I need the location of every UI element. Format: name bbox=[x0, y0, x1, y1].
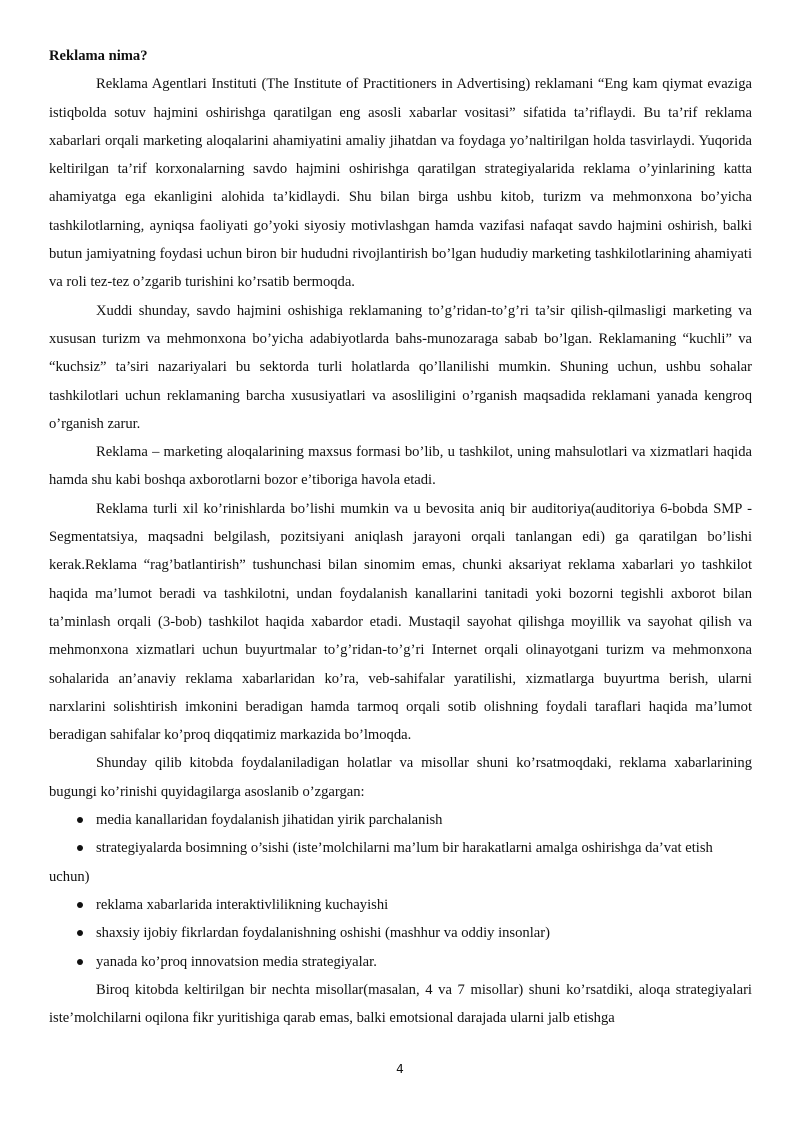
list-item-text: media kanallaridan foydalanish jihatidan yirik parchalanish bbox=[96, 812, 443, 829]
list-item bbox=[49, 891, 752, 919]
bullet-dot-icon bbox=[77, 959, 83, 965]
bullet-dot-icon bbox=[77, 817, 83, 823]
section-heading: Reklama nima? bbox=[49, 48, 148, 64]
bullet-list bbox=[49, 806, 752, 976]
list-item bbox=[49, 948, 752, 976]
paragraph-2: Xuddi shunday, savdo hajmini oshishiga reklamaning to’g’ridan-to’g’ri ta’sir qilish-qilmasligi marketing va xususan turizm va mehmonxona bo’yicha adabiyotlarda bahs-munozaraga sabab bo’lgan. Reklamaning “kuchli” va “kuchsiz” ta’siri nazariyalari bu sektorda turli holatlarda qo’llanilishi mumkin. Shuning uchun, ushbu sohalar tashkilotlari uchun reklamaning barcha xususiyatlari va asosliligini o’rganish maqsadida reklamani yanada kengroq o’rganish zarur. bbox=[49, 302, 752, 432]
list-item-text: reklama xabarlarida interaktivlilikning kuchayishi bbox=[96, 896, 389, 913]
bullet-dot-icon bbox=[77, 930, 83, 936]
list-item bbox=[49, 806, 752, 834]
list-item-text: strategiyalarda bosimning o’sishi (iste’molchilarni ma’lum bir harakatlarni amalga oshirishga da’vat etish uchun) bbox=[49, 840, 713, 885]
page-number: 4 bbox=[396, 1062, 404, 1076]
document-page bbox=[49, 42, 752, 1032]
paragraph-5: Shunday qilib kitobda foydalaniladigan holatlar va misollar shuni ko’rsatmoqdaki, reklama xabarlarining bugungi ko’rinishi quyidagilarga asoslanib o’zgargan: bbox=[49, 755, 752, 800]
bullet-dot-icon bbox=[77, 845, 83, 851]
closing-paragraph: Biroq kitobda keltirilgan bir nechta misollar(masalan, 4 va 7 misollar) shuni ko’rsatdiki, aloqa strategiyalari iste’molchilarni oqilona fikr yuritishiga qarab emas, balki emotsional darajada ularni jalb etishga bbox=[49, 981, 752, 1027]
bullet-dot-icon bbox=[77, 902, 83, 908]
list-item-text: shaxsiy ijobiy fikrlardan foydalanishning oshishi (mashhur va oddiy insonlar) bbox=[96, 925, 550, 942]
paragraph-4: Reklama turli xil ko’rinishlarda bo’lishi mumkin va u bevosita aniq bir auditoriya(auditoriya 6-bobda SMP - Segmentatsiya, maqsadni belgilash, pozitsiyani aniqlash jarayoni orqali tanlangan edi) ga qaratilgan bo’lishi kerak.Reklama “rag’batlantirish” tushunchasi bilan sinomim emas, chunki aksariyat reklama xabarlari yo tashkilot haqida ma’lumot beradi va tashkilotni, undan foydalanish kanallarini tanitadi yoki bozorni tegishli axborot bilan ta’minlash orqali (3-bob) tashkilot haqida xabardor etadi. Mustaqil sayohat qilishga moyillik va sayohat qilish va mehmonxona xizmatlari uchun buyurtmalar to’g’ridan-to’g’ri Internet orqali olinayotgani turizm va mehmonxona sohalarida an’anaviy reklama xabarlaridan ko’ra, veb-sahifalar yaratilishi, xizmatlarga buyurtma berish, ularni narxlarini solishtirish imkonini beradigan hamda tarmoq orqali sotib olishning foydali taraflari haqida ma’lumot beradigan sahifalar ko’proq diqqatimiz markazida bo’lmoqda. bbox=[49, 500, 752, 744]
paragraph-3: Reklama – marketing aloqalarining maxsus formasi bo’lib, u tashkilot, uning mahsulotlari va xizmatlari haqida hamda shu kabi boshqa axborotlarni bozor e’tiboriga havola etadi. bbox=[49, 444, 752, 489]
list-item bbox=[49, 834, 752, 891]
paragraph-1: Reklama Agentlari Instituti (The Institute of Practitioners in Advertising) reklamani “Eng kam qiymat evaziga istiqbolda sotuv hajmini oshirishga qaratilgan eng asosli xabarlar vositasi” sifatida ta’riflaydi. Bu ta’rif reklama xabarlari orqali marketing aloqalarini ahamiyatini amaliy jihatdan va foydaga yo’naltirilgan holda tasvirlaydi. Yuqorida keltirilgan ta’rif korxonalarning savdo hajmini oshirishga qaratilgan strategiyalarida reklama o’yinlarining katta ahamiyatga ega ekanligini alohida ta’kidlaydi. Shu bilan birga ushbu kitob, turizm va mehmonxona bo’yicha tashkilotlarning, ayniqsa faoliyati go’yoki siyosiy motivlashgan hamda vazifasi nafaqat savdo hajmini oshirish, balki butun jamiyatning foydasi uchun biron bir hududni rivojlantirish bo’lgan hududiy marketing tashkilotlarining ahamiyati va roli tez-tez o’zgarib turishini ko’rsatib bermoqda. bbox=[49, 76, 752, 291]
list-item bbox=[49, 919, 752, 947]
list-item-text: yanada ko’proq innovatsion media strategiyalar. bbox=[96, 953, 377, 970]
